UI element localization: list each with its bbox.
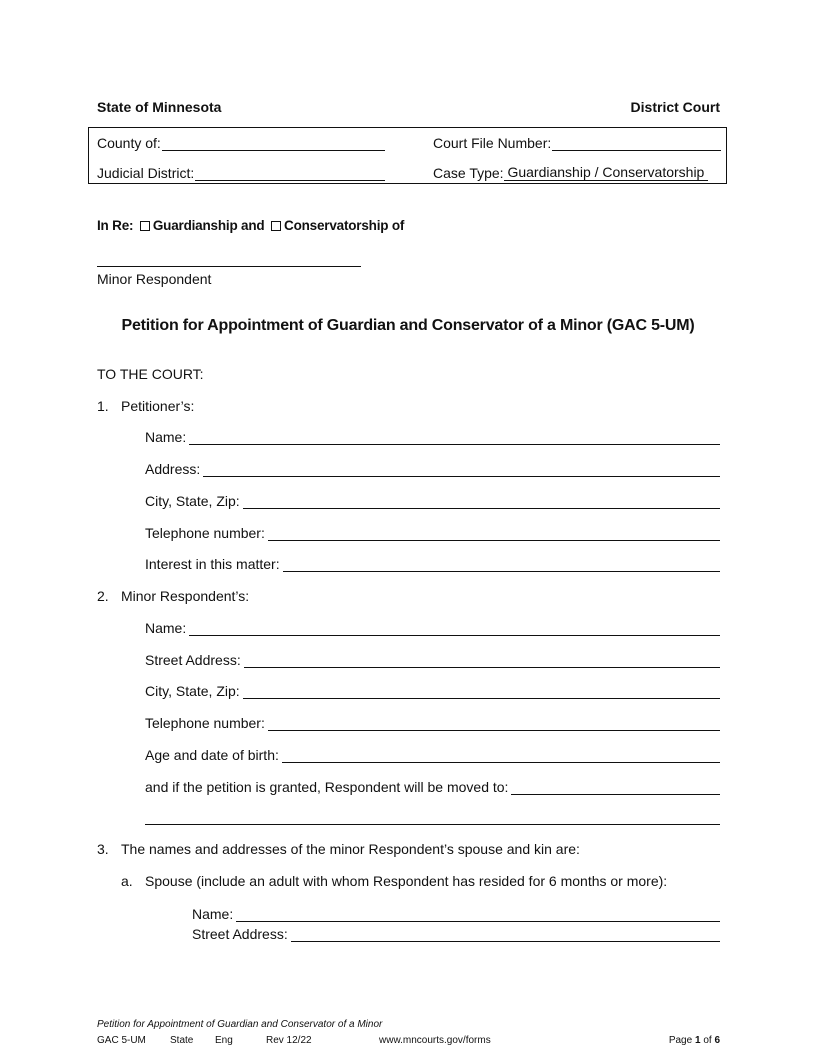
respondent-age-label: Age and date of birth: [145,747,279,763]
in-re-label: In Re: [97,218,134,233]
petitioner-phone-label: Telephone number: [145,525,265,541]
respondent-address-row [145,650,720,668]
respondent-age-field[interactable] [282,748,720,763]
respondent-city-label: City, State, Zip: [145,683,240,699]
footer-website: www.mncourts.gov/forms [379,1035,491,1046]
footer-page-indicator [669,1035,720,1046]
spouse-address-label: Street Address: [192,926,288,942]
respondent-phone-row [145,713,720,731]
district-field[interactable] [195,166,385,181]
in-re-line [97,218,404,233]
section-3a-letter: a. [121,873,133,889]
spouse-name-field[interactable] [236,907,720,922]
respondent-moved-continuation-field[interactable] [145,824,720,825]
petitioner-name-row [145,427,720,445]
respondent-phone-label: Telephone number: [145,715,265,731]
footer-revision: Rev 12/22 [266,1035,312,1046]
caption-box [88,127,727,184]
respondent-name-row [145,618,720,636]
petitioner-address-field[interactable] [203,462,720,477]
spouse-address-field[interactable] [291,927,720,942]
guardianship-option-label: Guardianship and [152,218,265,233]
spouse-address-row [192,924,720,942]
petitioner-city-field[interactable] [243,494,720,509]
petitioner-interest-label: Interest in this matter: [145,556,280,572]
footer-language: Eng [215,1035,233,1046]
petitioner-city-label: City, State, Zip: [145,493,240,509]
case-type-value: Guardianship / Conservatorship [503,164,709,180]
footer-page-word: Page [668,1035,693,1046]
respondent-age-row [145,745,720,763]
section-3a-text: Spouse (include an adult with whom Respondent has resided for 6 months or more): [145,873,668,889]
to-the-court: TO THE COURT: [97,366,204,382]
spouse-name-row [192,904,720,922]
footer-jurisdiction: State [170,1035,194,1046]
district-row [97,163,385,181]
county-field[interactable] [162,136,385,151]
footer-form-code: GAC 5-UM [97,1035,146,1046]
section-1-heading: Petitioner’s: [121,398,195,414]
court-label: District Court [630,99,720,115]
page-title: Petition for Appointment of Guardian and Conservator of a Minor (GAC 5-UM) [121,317,695,334]
respondent-phone-field[interactable] [268,716,720,731]
conservatorship-checkbox[interactable] [271,221,281,231]
state-label: State of Minnesota [97,99,222,115]
respondent-name-label: Name: [145,620,187,636]
section-2-heading: Minor Respondent’s: [121,588,250,604]
respondent-city-row [145,681,720,699]
respondent-address-field[interactable] [244,653,720,668]
petitioner-interest-row [145,554,720,572]
district-label: Judicial District: [97,165,195,181]
section-2-number: 2. [97,588,109,604]
section-3-heading: The names and addresses of the minor Respondent’s spouse and kin are: [121,841,580,857]
file-number-row [433,133,721,151]
spouse-name-label: Name: [192,906,234,922]
petitioner-interest-field[interactable] [283,557,720,572]
respondent-name-field[interactable] [97,266,361,267]
footer-page-of: of [703,1035,712,1046]
respondent-moved-field[interactable] [511,780,720,795]
respondent-moved-row [145,777,720,795]
minor-respondent-caption: Minor Respondent [97,271,212,287]
petitioner-phone-field[interactable] [268,526,720,541]
county-label: County of: [97,135,161,151]
respondent-name-input[interactable] [189,621,720,636]
respondent-moved-label: and if the petition is granted, Respondent will be moved to: [145,779,509,795]
conservatorship-option-label: Conservatorship of [284,218,405,233]
guardianship-checkbox[interactable] [140,221,150,231]
petitioner-phone-row [145,523,720,541]
county-row [97,133,385,151]
file-number-field[interactable] [552,136,721,151]
respondent-city-field[interactable] [243,684,720,699]
petitioner-name-field[interactable] [189,430,720,445]
petitioner-name-label: Name: [145,429,187,445]
file-number-label: Court File Number: [433,135,552,151]
petitioner-address-label: Address: [145,461,201,477]
section-1-number: 1. [97,398,109,414]
respondent-address-label: Street Address: [145,652,241,668]
footer-page-current: 1 [694,1035,701,1046]
footer-page-total: 6 [714,1035,720,1046]
section-3-number: 3. [97,841,109,857]
footer-form-title: Petition for Appointment of Guardian and Conservator of a Minor [97,1019,383,1030]
petitioner-address-row [145,459,720,477]
case-type-row [433,163,725,181]
petitioner-city-row [145,491,720,509]
case-type-label: Case Type: [433,165,504,181]
